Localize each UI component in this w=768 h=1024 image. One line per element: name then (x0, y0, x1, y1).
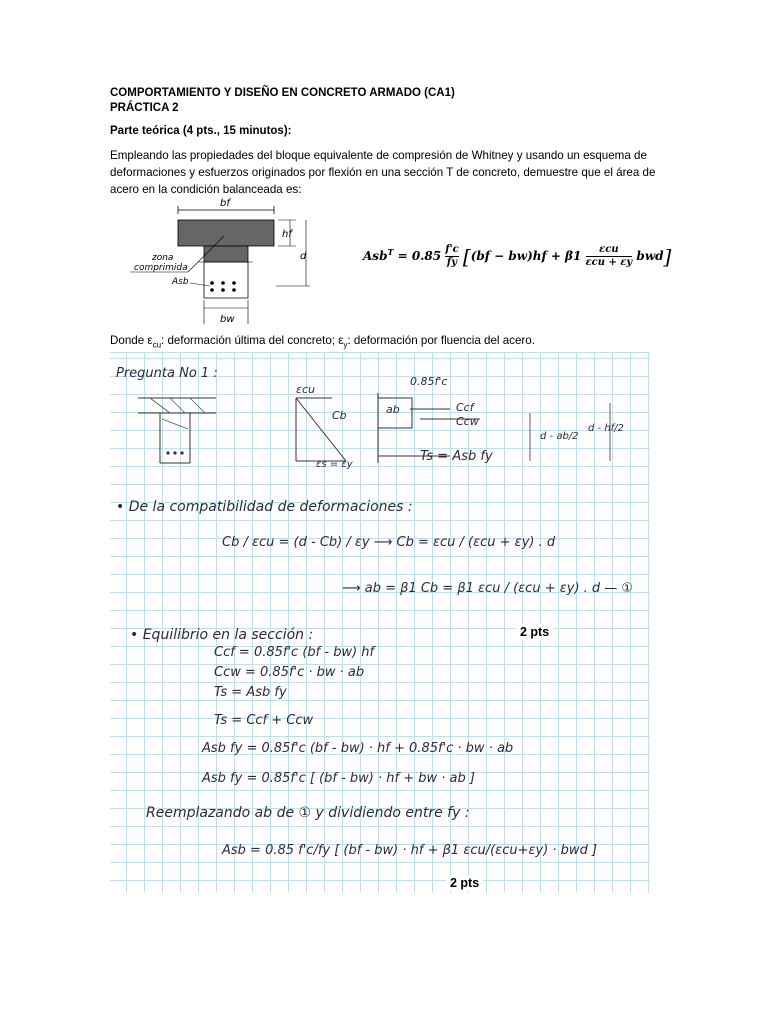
part-heading: Parte teórica (4 pts., 15 minutos): (110, 125, 292, 137)
hw-reempl: Reemplazando ab de ① y dividiendo entre fy : (146, 805, 470, 821)
hw-d-ab2: d - ab/2 (540, 431, 579, 442)
hw-compat-eq2: ⟶ ab = β1 Cb = β1 εcu / (εcu + εy) . d — ① (342, 581, 634, 596)
statement-line-2: deformaciones y esfuerzos originados por flexión en una sección T de concreto, demuestre que el área de (110, 166, 656, 179)
document-title: COMPORTAMIENTO Y DISEÑO EN CONCRETO ARMADO (CA1) (110, 87, 455, 99)
statement-line-3: acero en la condición balanceada es: (110, 183, 302, 196)
hw-ey-bottom: εs = εy (316, 459, 353, 470)
d-label: d (300, 251, 307, 262)
asb-label: Asb (172, 277, 189, 287)
hw-ab: ab (386, 403, 400, 416)
hw-ecu: εcu (296, 383, 315, 396)
balanced-steel-formula: Asb$^T$ = 0.85 $\frac{f'c}{fy}$ [(bf − bw)hf + β1 εcu εcu + εy bwd] (363, 244, 672, 269)
bw-label: bw (220, 314, 235, 325)
hw-eq4: Ts = Ccf + Ccw (214, 713, 314, 728)
hw-eq6: Asb fy = 0.85f'c [ (bf - bw) · hf + bw · ab ] (202, 771, 475, 786)
zona-label: zona (152, 253, 174, 263)
hw-compat-title: • De la compatibilidad de deformaciones : (116, 499, 413, 515)
hw-final: Asb = 0.85 f'c/fy [ (bf - bw) · hf + β1 εcu/(εcu+εy) · bwd ] (222, 843, 598, 858)
hw-fc-top: 0.85f'c (410, 375, 448, 388)
handwritten-solution (110, 352, 650, 893)
comprimida-label: comprimida (134, 263, 188, 273)
hf-label: hf (282, 229, 292, 240)
hw-cb: Cb (332, 409, 347, 422)
hw-eq5: Asb fy = 0.85f'c (bf - bw) · hf + 0.85f'c · bw · ab (202, 741, 514, 756)
hw-eq1: Ccf = 0.85f'c (bf - bw) hf (214, 645, 375, 660)
hw-eq2: Ccw = 0.85f'c · bw · ab (214, 665, 365, 680)
definitions-line: Donde $\varepsilon_{cu}$: deformación última del concreto; $\varepsilon_y$: deformación por fluencia del acero. (110, 334, 535, 350)
hw-d-hf2: d - hf/2 (588, 423, 624, 434)
hw-eq3: Ts = Asb fy (214, 685, 287, 700)
hw-equil-title: • Equilibrio en la sección : (130, 627, 314, 643)
bf-label: bf (220, 198, 230, 209)
hw-compat-eq1: Cb / εcu = (d - Cb) / εy ⟶ Cb = εcu / (εcu + εy) . d (222, 535, 556, 550)
hw-ccw: Ccw (456, 415, 479, 428)
hw-ts-eq: Ts = Asb fy (420, 449, 493, 464)
points-badge-2: 2 pts (446, 875, 483, 891)
points-badge-1: 2 pts (516, 624, 553, 640)
hw-pregunta: Pregunta No 1 : (116, 366, 218, 381)
statement-line-1: Empleando las propiedades del bloque equivalente de compresión de Whitney y usando un esquema de (110, 149, 647, 162)
hw-ccf: Ccf (456, 401, 474, 414)
t-section-figure (128, 196, 328, 330)
practice-label: PRÁCTICA 2 (110, 102, 179, 114)
